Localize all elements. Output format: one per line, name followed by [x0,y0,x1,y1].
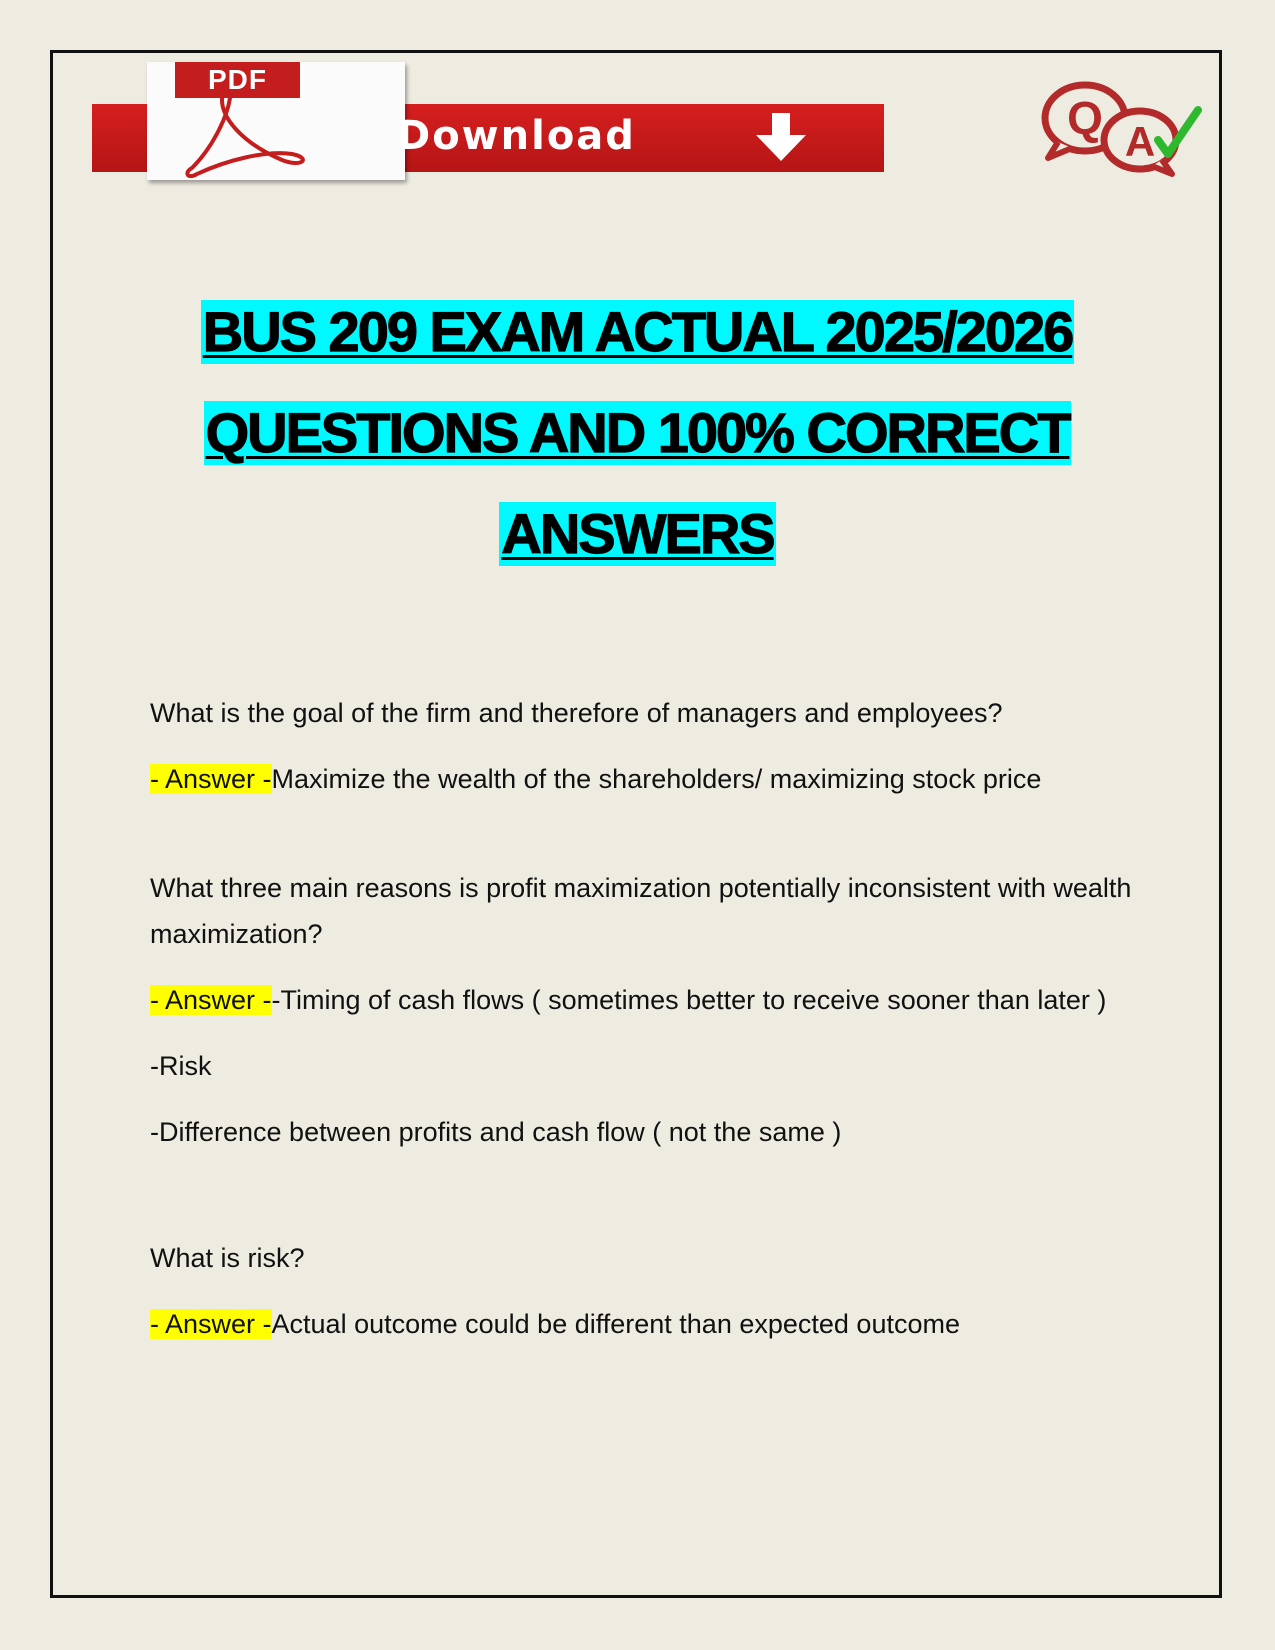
question-text: What three main reasons is profit maximization potentially inconsistent with wealth maximization? [150,873,1132,949]
qa-item [150,1235,1140,1347]
pdf-download-banner[interactable] [92,60,887,185]
qa-logo [1040,80,1210,180]
answer-text: -Timing of cash flows ( sometimes better to receive sooner than later ) [271,985,1107,1015]
answer-text: Actual outcome could be different than expected outcome [271,1309,960,1339]
qa-item [150,865,1140,1155]
qa-logo-q: Q [1067,92,1103,144]
answer-tag: - Answer - [150,1309,272,1339]
answer-point: -Risk [150,1051,212,1081]
answer-bubble-icon [1104,111,1176,174]
answer [150,756,1140,802]
acrobat-icon [172,88,322,180]
question-text: What is the goal of the firm and therefore of managers and employees? [150,698,1003,728]
answer [150,1301,1140,1347]
document-title [100,300,1175,603]
title-line-1: BUS 209 EXAM ACTUAL 2025/2026 [202,300,1073,363]
pdf-label: PDF [175,62,300,98]
qa-logo-a: A [1124,118,1156,165]
title-line-2: QUESTIONS AND 100% CORRECT [205,401,1070,464]
pdf-document-icon [147,62,405,180]
answer-point: -Difference between profits and cash flow ( not the same ) [150,1117,842,1147]
title-line-3: ANSWERS [501,502,774,565]
question-text: What is risk? [150,1243,305,1273]
qa-list [150,690,1140,1410]
answer [150,977,1140,1023]
answer-tag: - Answer - [150,764,272,794]
download-arrow-icon[interactable] [752,111,810,165]
qa-item [150,690,1140,802]
answer-tag: - Answer - [150,985,272,1015]
answer-text: Maximize the wealth of the shareholders/ maximizing stock price [271,764,1042,794]
download-label[interactable]: Download [397,113,636,159]
